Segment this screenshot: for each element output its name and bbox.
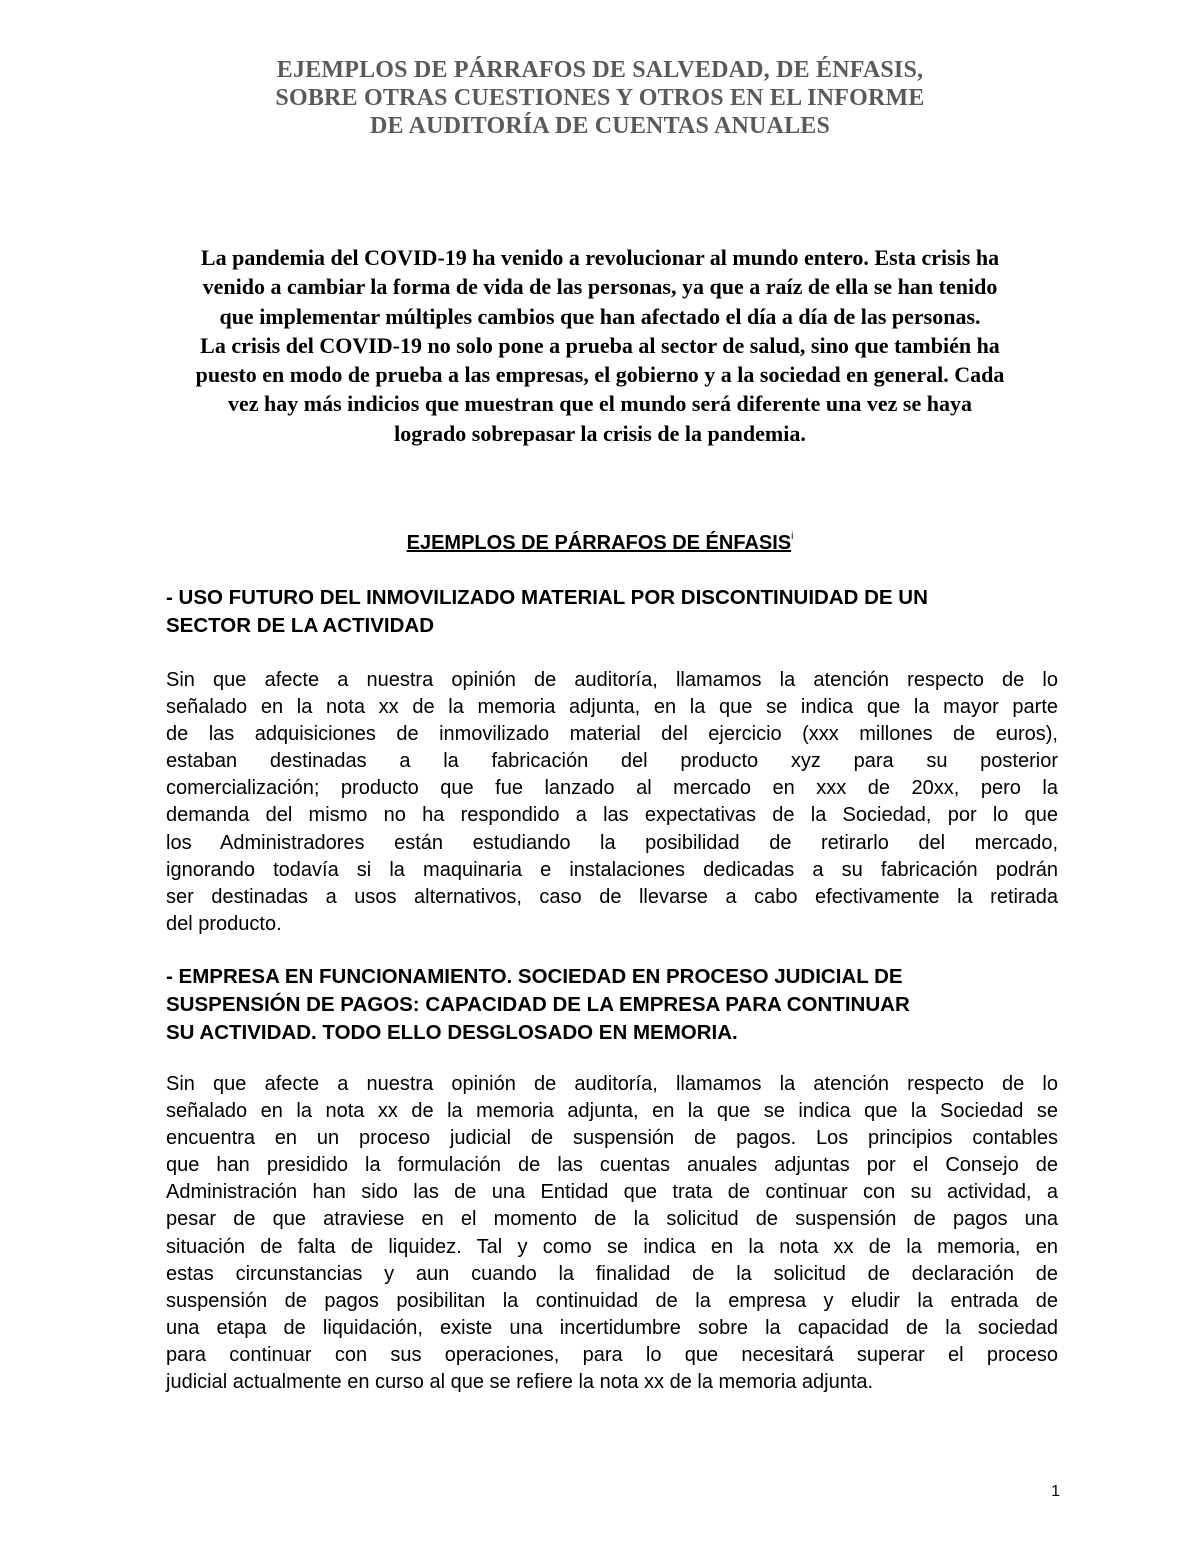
paragraph-line: pesar de que atraviese en el momento de la solicitud de suspensión de pagos una (166, 1208, 1058, 1231)
paragraph-line: Sin que afecte a nuestra opinión de auditoría, llamamos la atención respecto de lo (166, 1073, 1058, 1095)
paragraph-line: situación de falta de liquidez. Tal y como se indica en la nota xx de la memoria, en (166, 1235, 1058, 1258)
paragraph-line: señalado en la nota xx de la memoria adjunta, en la que se indica que la Sociedad se (166, 1100, 1058, 1123)
subheading-line: - EMPRESA EN FUNCIONAMIENTO. SOCIEDAD EN PROCESO JUDICIAL DE (166, 965, 903, 988)
paragraph-line: señalado en la nota xx de la memoria adjunta, en la que se indica que la mayor parte (166, 696, 1058, 719)
paragraph-line: los Administradores están estudiando la posibilidad de retirarlo del mercado, (166, 831, 1058, 854)
intro-line: La pandemia del COVID-19 ha venido a revolucionar al mundo entero. Esta crisis ha (200, 245, 1000, 270)
paragraph-line: Administración han sido las de una Entidad que trata de continuar con su actividad, a (166, 1181, 1058, 1204)
paragraph-uso-futuro (166, 667, 1058, 938)
paragraph-line: para continuar con sus operaciones, para lo que necesitará superar el proceso (166, 1343, 1058, 1366)
paragraph-empresa-en-funcionamiento (166, 1071, 1058, 1396)
document-title (0, 56, 1200, 140)
intro-line: venido a cambiar la forma de vida de las personas, ya que a raíz de ella se han tenido (202, 274, 998, 300)
paragraph-line: de las adquisiciones de inmovilizado material del ejercicio (xxx millones de euros), (166, 723, 1058, 746)
page-number: 1 (1051, 1483, 1060, 1500)
intro-line: logrado sobrepasar la crisis de la pandemia. (394, 420, 806, 446)
paragraph-line: encuentra en un proceso judicial de suspensión de pagos. Los principios contables (166, 1127, 1058, 1150)
intro-line: puesto en modo de prueba a las empresas, el gobierno y a la sociedad en general. Cada (195, 362, 1005, 388)
title-line: DE AUDITORÍA DE CUENTAS ANUALES (369, 113, 831, 139)
intro-line: que implementar múltiples cambios que han afectado el día a día de las personas. (219, 303, 981, 329)
subheading-line: - USO FUTURO DEL INMOVILIZADO MATERIAL POR DISCONTINUIDAD DE UN (166, 586, 928, 609)
intro-line: La crisis del COVID-19 no solo pone a prueba al sector de salud, sino que también ha (200, 332, 1000, 358)
paragraph-line: comercialización; producto que fue lanzado al mercado en xxx de 20xx, pero la (166, 777, 1058, 800)
paragraph-line: judicial actualmente en curso al que se refiere la nota xx de la memoria adjunta. (166, 1371, 874, 1394)
paragraph-line: una etapa de liquidación, existe una incertidumbre sobre la capacidad de la sociedad (166, 1316, 1058, 1339)
intro-line: vez hay más indicios que muestran que el mundo será diferente una vez se haya (228, 391, 972, 417)
paragraph-line: estaban destinadas a la fabricación del producto xyz para su posterior (166, 750, 1058, 773)
paragraph-line: suspensión de pagos posibilitan la continuidad de la empresa y eludir la entrada de (166, 1289, 1058, 1312)
subheading-uso-futuro (166, 584, 1066, 640)
paragraph-line: demanda del mismo no ha respondido a las expectativas de la Sociedad, por lo que (166, 804, 1058, 827)
intro-paragraph (140, 243, 1060, 448)
paragraph-line: del producto. (166, 912, 282, 935)
paragraph-line: que han presidido la formulación de las cuentas anuales adjuntas por el Consejo de (166, 1154, 1058, 1177)
title-line: EJEMPLOS DE PÁRRAFOS DE SALVEDAD, DE ÉNFASIS, (276, 57, 924, 83)
subheading-line: SUSPENSIÓN DE PAGOS: CAPACIDAD DE LA EMPRESA PARA CONTINUAR (166, 993, 910, 1016)
subheading-line: SECTOR DE LA ACTIVIDAD (166, 614, 435, 637)
title-line: SOBRE OTRAS CUESTIONES Y OTROS EN EL INFORME (275, 85, 925, 111)
paragraph-line: estas circunstancias y aun cuando la finalidad de la solicitud de declaración de (166, 1262, 1058, 1285)
subheading-line: SU ACTIVIDAD. TODO ELLO DESGLOSADO EN MEMORIA. (166, 1021, 738, 1044)
footnote-marker[interactable]: i (791, 531, 794, 542)
subheading-empresa-en-funcionamiento (166, 963, 1066, 1047)
section-heading-text: EJEMPLOS DE PÁRRAFOS DE ÉNFASIS (406, 532, 792, 554)
paragraph-line: Sin que afecte a nuestra opinión de auditoría, llamamos la atención respecto de lo (166, 669, 1058, 691)
paragraph-line: ser destinadas a usos alternativos, caso de llevarse a cabo efectivamente la retirada (166, 885, 1058, 908)
section-heading (0, 530, 1200, 556)
paragraph-line: ignorando todavía si la maquinaria e instalaciones dedicadas a su fabricación podrán (166, 858, 1058, 881)
